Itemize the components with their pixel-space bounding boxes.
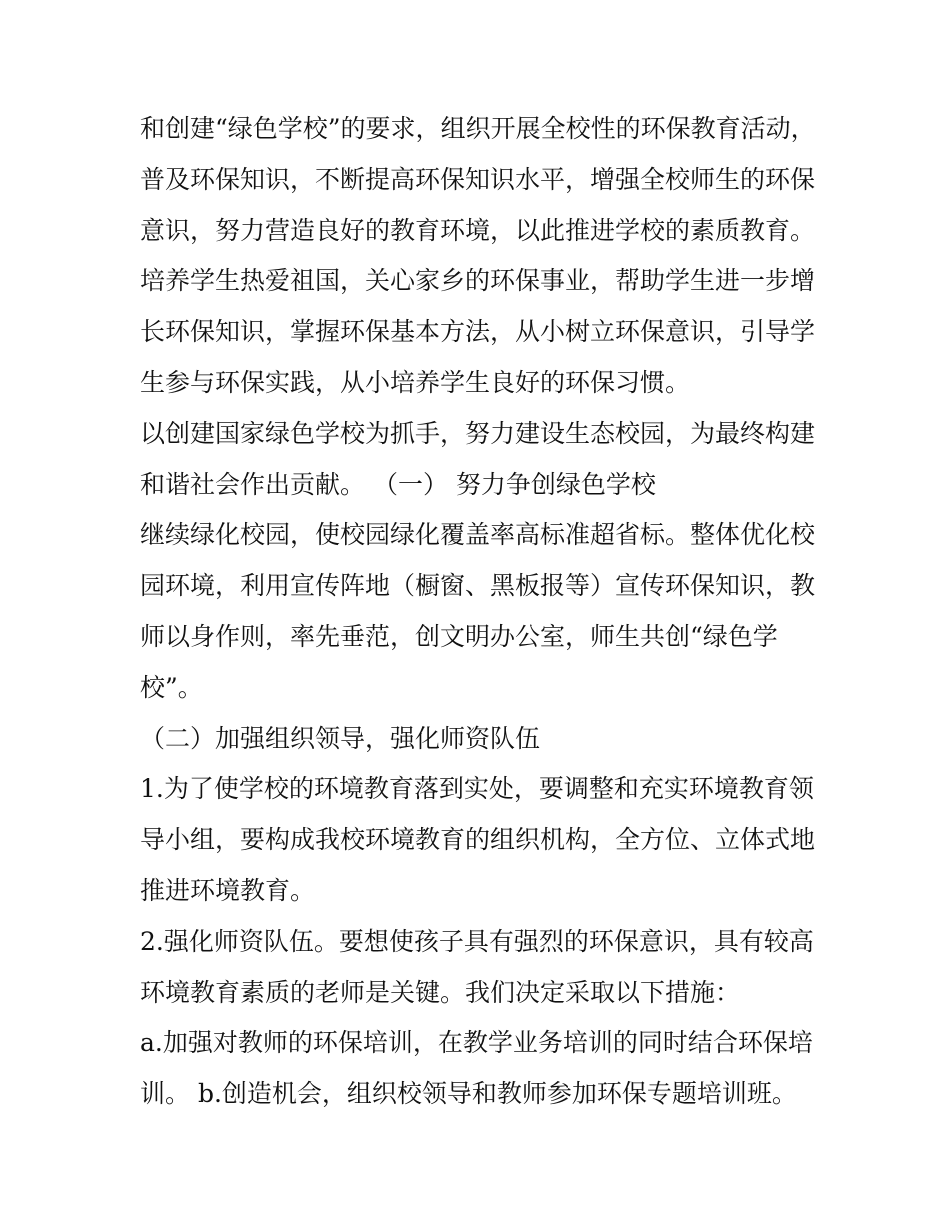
text-line: 普及环保知识，不断提高环保知识水平，增强全校师生的环保 bbox=[140, 164, 816, 194]
text-line: 生参与环保实践，从小培养学生良好的环保习惯。 bbox=[140, 367, 691, 397]
text-line: 2.强化师资队伍。要想使孩子具有强烈的环保意识，具有较高 bbox=[140, 926, 814, 956]
text-line: 师以身作则，率先垂范，创文明办公室，师生共创“绿色学 bbox=[140, 621, 778, 651]
text-line: 1.为了使学校的环境教育落到实处，要调整和充实环境教育领 bbox=[140, 774, 814, 804]
text-line: 长环保知识，掌握环保基本方法，从小树立环保意识，引导学 bbox=[140, 317, 816, 347]
text-line: 意识，努力营造良好的教育环境，以此推进学校的素质教育。 bbox=[140, 215, 816, 245]
text-line: 校”。 bbox=[140, 672, 203, 702]
text-line: 和谐社会作出贡献。 （一） 努力争创绿色学校 bbox=[140, 469, 656, 499]
text-line: 园环境，利用宣传阵地（橱窗、黑板报等）宣传环保知识，教 bbox=[140, 571, 816, 601]
text-line: 环境教育素质的老师是关键。我们决定采取以下措施： bbox=[140, 977, 741, 1007]
text-line: 和创建“绿色学校”的要求，组织开展全校性的环保教育活动， bbox=[140, 114, 816, 143]
text-line: 训。 b.创造机会，组织校领导和教师参加环保专题培训班。 bbox=[140, 1079, 797, 1109]
text-line: 培养学生热爱祖国，关心家乡的环保事业，帮助学生进一步增 bbox=[140, 266, 816, 296]
text-line: a.加强对教师的环保培训，在教学业务培训的同时结合环保培 bbox=[140, 1028, 813, 1058]
text-line: 以创建国家绿色学校为抓手，努力建设生态校园，为最终构建 bbox=[140, 418, 816, 448]
text-line: 导小组，要构成我校环境教育的组织机构，全方位、立体式地 bbox=[140, 825, 816, 855]
document-body bbox=[140, 104, 820, 1120]
text-line: 推进环境教育。 bbox=[140, 875, 316, 905]
section-heading: （二）加强组织领导，强化师资队伍 bbox=[140, 723, 541, 753]
text-line: 继续绿化校园，使校园绿化覆盖率高标准超省标。整体优化校 bbox=[140, 520, 816, 550]
